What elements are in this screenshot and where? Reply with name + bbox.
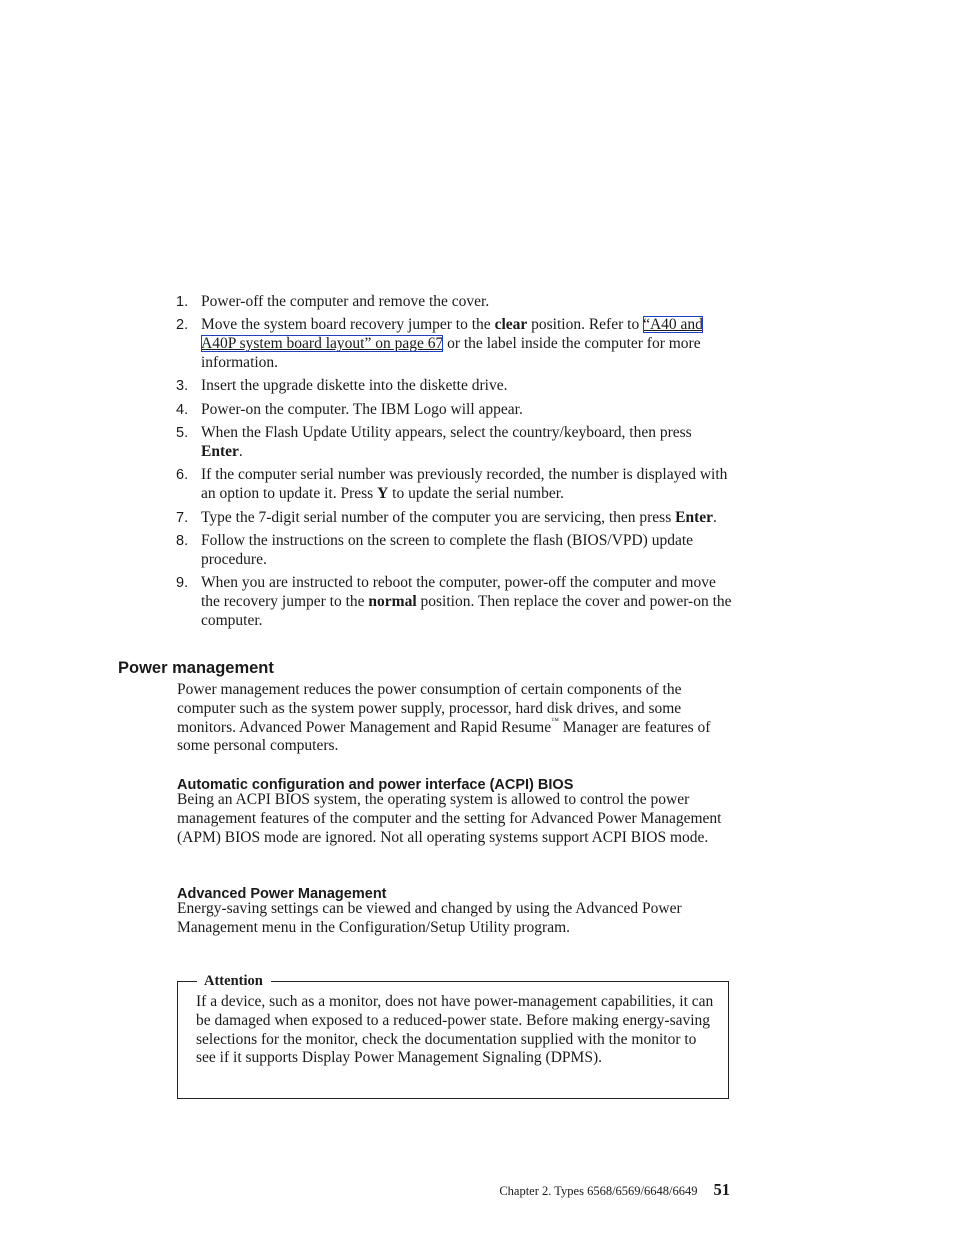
step-text: Type the 7-digit serial number of the computer you are servicing, then press [201,508,676,526]
power-management-heading: Power management [118,659,274,677]
step-number: 8. [176,532,189,549]
step-keyword: Y [377,485,389,503]
step-item [176,466,736,504]
step-text: Power-off the computer and remove the cover. [201,293,490,310]
attention-label: Attention [197,972,271,990]
step-text: position. Then replace the cover and power-on the computer. [201,592,732,629]
acpi-paragraph: Being an ACPI BIOS system, the operating system is allowed to control the power management features of the computer and the setting for Advanced Power Management (APM) BIOS mode are ignored. Not all operating systems support ACPI BIOS mode. [177,791,722,846]
page-footer [499,1178,730,1203]
step-text: Power-on the computer. The IBM Logo will appear. [201,400,523,418]
step-text: Move the system board recovery jumper to the [201,316,495,334]
step-number: 2. [176,317,189,334]
step-text: If the computer serial number was previously recorded, the number is displayed with an option to update it. Press [201,466,728,503]
attention-box [177,973,729,1099]
step-text: When you are instructed to reboot the computer, power-off the computer and move the recovery jumper to the [201,574,716,610]
intro-text: Manager are features of some personal computers. [177,718,711,755]
step-item [176,424,736,462]
step-item [176,316,736,372]
step-text: When the Flash Update Utility appears, select the country/keyboard, then press [201,424,692,442]
step-item [176,377,736,396]
acpi-heading: Automatic configuration and power interface (ACPI) BIOS [177,777,574,793]
step-text: . [713,508,717,526]
step-text: position. Refer to [527,316,644,334]
step-number: 6. [176,467,189,484]
step-item [176,532,736,570]
intro-text: Power management reduces the power consumption of certain components of the computer such as the system power supply, processor, hard disk drives, and some monitors. Advanced Power Management and Rapid Resume [177,681,682,736]
step-keyword: Enter [201,442,239,460]
system-board-layout-link[interactable]: “A40 and A40P system board layout” on page 67 [201,316,703,353]
step-item [176,574,736,630]
apm-paragraph: Energy-saving settings can be viewed and changed by using the Advanced Power Management menu in the Configuration/Setup Utility program. [177,900,682,936]
step-keyword: Enter [675,508,713,526]
attention-text: If a device, such as a monitor, does not have power-management capabilities, it can be damaged when exposed to a reduced-power state. Before making energy-saving selections for the monitor, check the documentation supplied with the monitor to see if it supports Display Power Management Signaling (DPMS). [196,993,714,1067]
step-number: 9. [176,575,189,592]
chapter-title: Chapter 2. Types 6568/6569/6648/6649 [499,1184,698,1198]
page-number: 51 [713,1180,730,1199]
step-keyword: normal [368,592,417,610]
step-item [176,401,736,420]
step-number: 5. [176,425,189,442]
step-text: or the label inside the computer for more information. [201,335,701,371]
power-management-intro [177,681,737,756]
step-text: to update the serial number. [388,485,564,503]
step-item [176,509,736,528]
apm-heading: Advanced Power Management [177,886,387,902]
step-text: Follow the instructions on the screen to complete the flash (BIOS/VPD) update procedure. [201,531,694,568]
step-item [176,293,736,312]
step-number: 4. [176,401,189,418]
step-keyword: clear [494,316,528,334]
step-text: . [238,442,243,460]
trademark-symbol: ™ [551,715,559,725]
step-number: 3. [176,378,189,395]
step-number: 7. [176,509,189,526]
step-number: 1. [176,294,189,310]
recovery-steps-list [176,293,736,635]
step-text: Insert the upgrade diskette into the diskette drive. [201,377,508,395]
